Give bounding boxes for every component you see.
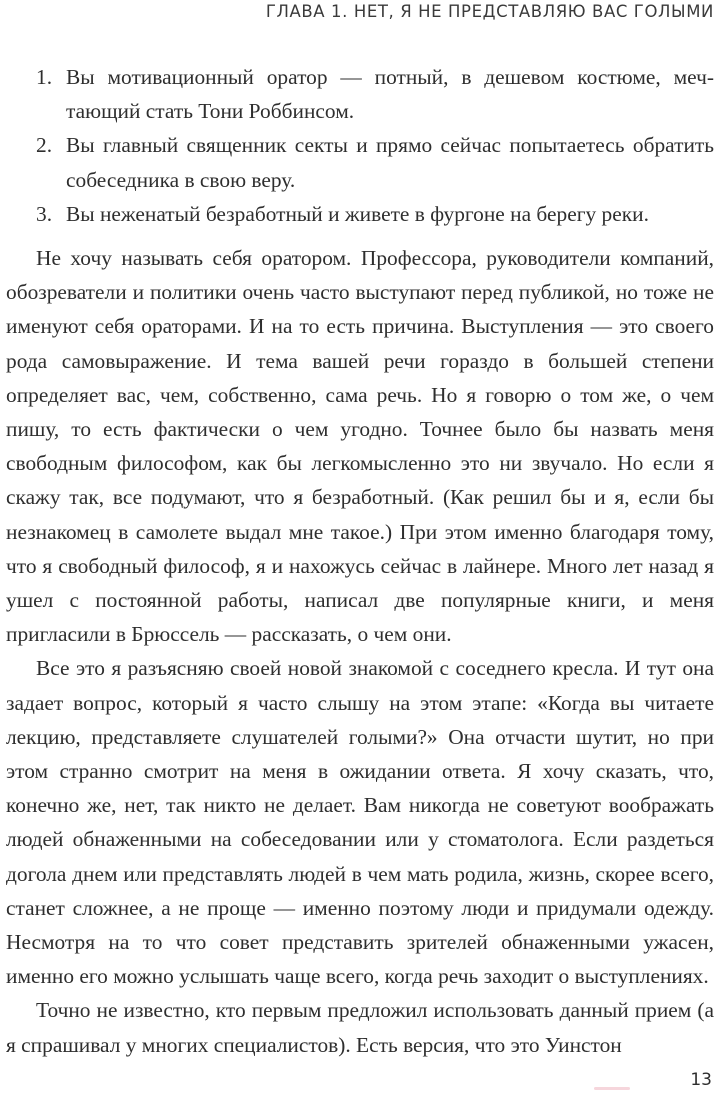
list-item-text: Вы мотивационный оратор — потный, в дешевом костюме, мечтающий стать Тони Роббинсом. <box>66 65 714 124</box>
list-item-text: Вы главный священник секты и прямо сейчас попытаетесь обратить собеседника в свою веру. <box>66 133 714 192</box>
list-item-number: 1. <box>36 65 53 89</box>
list-item <box>6 60 714 128</box>
page-number: 13 <box>690 1070 712 1090</box>
list-item-number: 2. <box>36 133 53 158</box>
paragraph: Точно не известно, кто первым предложил использовать данный прием (а я спрашивал у многих специалистов). Есть версия, что это Уинстон <box>6 998 714 1057</box>
paragraph: Не хочу называть себя оратором. Профессора, руководители компаний, обозреватели и политики очень часто выступают перед публикой, но тоже не именуют себя ораторами. И на то есть причина. Выступления — это своего рода самовыражение. И тема вашей речи гораздо в большей степени определяет вас, чем, собственно, сама речь. Но я говорю о том же, о чем пишу, то есть фактически о чем угодно. Точнее было бы назвать меня свободным философом, как бы легкомысленно это ни звучало. Но если я скажу так, все подумают, что я безработный. (Как решил бы и я, если бы незнакомец в самолете выдал мне такое.) При этом именно благодаря тому, что я свободный философ, я и нахожусь сейчас в лайнере. Много лет назад я ушел с постоянной работы, написал две популярные книги, и меня пригласили в Брюссель — рассказать, о чем они. <box>6 246 714 647</box>
list-item <box>6 197 714 231</box>
list-item <box>6 128 714 196</box>
scan-mark <box>594 1087 630 1090</box>
list-item-text: Вы неженатый безработный и живете в фургоне на берегу реки. <box>66 201 649 226</box>
running-title: ГЛАВА 1. НЕТ, Я НЕ ПРЕДСТАВЛЯЮ ВАС ГОЛЫМИ <box>265 2 714 21</box>
page-body <box>6 60 714 1062</box>
paragraph: Все это я разъясняю своей новой знакомой с соседнего кресла. И тут она задает вопрос, который я часто слышу на этом этапе: «Когда вы читаете лекцию, представляете слушателей голыми?» Она отчасти шутит, но при этом странно смотрит на меня в ожидании ответа. Я хочу сказать, что, конечно же, нет, так никто не делает. Вам никогда не советуют воображать людей обнаженными на собеседовании или у стоматолога. Если раздеться догола днем или представлять людей в чем мать родила, жизнь, скорее всего, станет сложнее, а не проще — именно поэтому люди и придумали одежду. Несмотря на то что совет представить зрителей обнаженными ужасен, именно его можно услышать чаще всего, когда речь заходит о выступлениях. <box>6 656 714 989</box>
numbered-list <box>6 60 714 231</box>
list-item-number: 3. <box>36 201 53 226</box>
spacer <box>6 231 714 241</box>
